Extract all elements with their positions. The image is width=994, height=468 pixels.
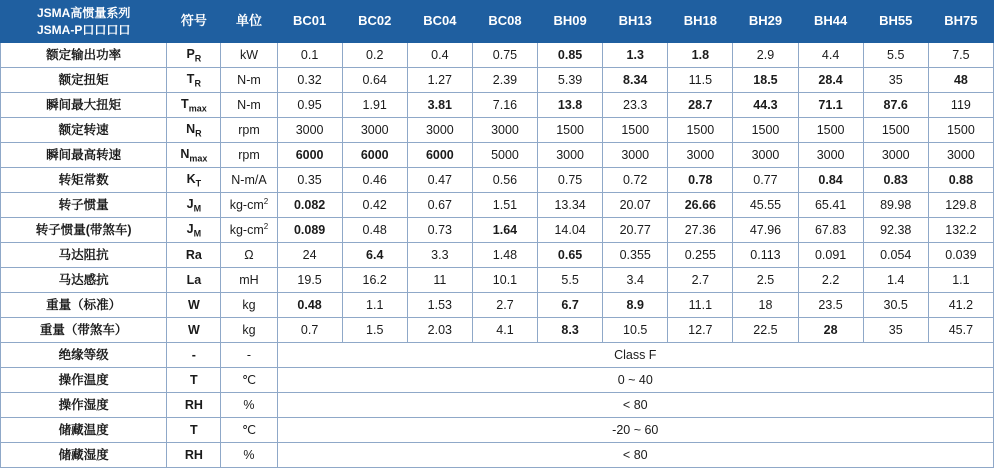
cell-value: 8.3 [538,318,603,343]
cell-value-merged: < 80 [277,393,993,418]
cell-value: 2.39 [472,68,537,93]
table-row [1,143,994,168]
row-symbol: W [167,318,221,343]
row-label: 转子惯量 [1,193,167,218]
cell-value: 28.4 [798,68,863,93]
cell-value: 0.2 [342,43,407,68]
cell-value: 0.95 [277,93,342,118]
row-unit [221,218,277,243]
cell-value: 0.84 [798,168,863,193]
cell-value: 1.53 [407,293,472,318]
cell-value: 0.32 [277,68,342,93]
cell-value: 30.5 [863,293,928,318]
cell-value: 3000 [277,118,342,143]
cell-value: 0.42 [342,193,407,218]
row-label: 额定扭矩 [1,68,167,93]
cell-value: 3000 [668,143,733,168]
symbol-subscript: M [193,228,202,239]
cell-value: 1.5 [342,318,407,343]
symbol-base: N [186,121,196,136]
row-label: 重量（标准） [1,293,167,318]
cell-value: 2.7 [668,268,733,293]
cell-value: 3000 [603,143,668,168]
row-symbol [167,168,221,193]
table-row [1,343,994,368]
cell-value: 7.16 [472,93,537,118]
cell-value: 5.39 [538,68,603,93]
cell-value: 129.8 [928,193,993,218]
table-row [1,218,994,243]
cell-value: 0.78 [668,168,733,193]
cell-value: 0.88 [928,168,993,193]
row-symbol: Ra [167,243,221,268]
cell-value: 2.2 [798,268,863,293]
table-row [1,393,994,418]
cell-value: 92.38 [863,218,928,243]
cell-value-merged: < 80 [277,443,993,468]
cell-value: 0.83 [863,168,928,193]
row-label: 储藏温度 [1,418,167,443]
row-symbol: La [167,268,221,293]
cell-value: 13.8 [538,93,603,118]
cell-value: 1.91 [342,93,407,118]
row-symbol [167,218,221,243]
cell-value: 5.5 [863,43,928,68]
cell-value: 18.5 [733,68,798,93]
table-row [1,293,994,318]
cell-value: 26.66 [668,193,733,218]
cell-value-merged: Class F [277,343,993,368]
cell-value: 14.04 [538,218,603,243]
symbol-subscript: T [195,178,202,189]
cell-value: 1500 [928,118,993,143]
header-symbol: 符号 [167,1,221,43]
cell-value: 3000 [538,143,603,168]
cell-value: 28.7 [668,93,733,118]
cell-value: 3000 [928,143,993,168]
row-unit: rpm [221,118,277,143]
cell-value: 5000 [472,143,537,168]
cell-value: 0.039 [928,243,993,268]
header-model-bh75: BH75 [928,1,993,43]
cell-value: 0.089 [277,218,342,243]
cell-value: 24 [277,243,342,268]
row-symbol [167,193,221,218]
cell-value: 2.7 [472,293,537,318]
cell-value: 8.34 [603,68,668,93]
series-title-line2: JSMA-P口口口口 [36,22,131,37]
series-title-cell [1,1,167,43]
cell-value: 0.77 [733,168,798,193]
row-unit: N-m/A [221,168,277,193]
row-unit: N-m [221,93,277,118]
row-symbol: T [167,368,221,393]
symbol-base: K [186,171,196,186]
cell-value: 0.255 [668,243,733,268]
table-row [1,118,994,143]
cell-value: 0.72 [603,168,668,193]
table-row [1,243,994,268]
cell-value: 0.73 [407,218,472,243]
cell-value: 12.7 [668,318,733,343]
symbol-subscript: max [188,103,207,114]
table-row [1,93,994,118]
cell-value: 89.98 [863,193,928,218]
cell-value: 19.5 [277,268,342,293]
cell-value: 1500 [863,118,928,143]
cell-value: 11 [407,268,472,293]
header-model-bh44: BH44 [798,1,863,43]
row-symbol [167,143,221,168]
symbol-base: N [180,146,190,161]
row-label: 瞬间最高转速 [1,143,167,168]
cell-value: 4.1 [472,318,537,343]
row-label: 操作湿度 [1,393,167,418]
cell-value: 0.64 [342,68,407,93]
cell-value: 0.35 [277,168,342,193]
cell-value: 0.48 [342,218,407,243]
cell-value: 4.4 [798,43,863,68]
row-symbol [167,118,221,143]
symbol-base: J [186,221,194,236]
cell-value: 0.082 [277,193,342,218]
symbol-base: T [181,96,189,111]
symbol-subscript: R [194,78,201,89]
cell-value: 1.64 [472,218,537,243]
cell-value: 3000 [863,143,928,168]
row-label: 马达感抗 [1,268,167,293]
table-row [1,368,994,393]
cell-value: 6.7 [538,293,603,318]
cell-value: 1500 [538,118,603,143]
cell-value-merged: 0 ~ 40 [277,368,993,393]
symbol-base: T [186,71,195,86]
cell-value: 1.3 [603,43,668,68]
cell-value: 22.5 [733,318,798,343]
cell-value: 45.7 [928,318,993,343]
row-symbol: - [167,343,221,368]
table-row [1,443,994,468]
row-label: 瞬间最大扭矩 [1,93,167,118]
symbol-base: P [186,46,195,61]
table-row [1,268,994,293]
cell-value: 0.4 [407,43,472,68]
header-unit: 单位 [221,1,277,43]
header-model-bh09: BH09 [538,1,603,43]
cell-value: 67.83 [798,218,863,243]
table-row [1,318,994,343]
cell-value: 0.65 [538,243,603,268]
cell-value: 45.55 [733,193,798,218]
cell-value: 1.4 [863,268,928,293]
row-unit: mH [221,268,277,293]
cell-value: 20.07 [603,193,668,218]
cell-value: 5.5 [538,268,603,293]
cell-value: 20.77 [603,218,668,243]
cell-value: 6000 [407,143,472,168]
cell-value: 3000 [342,118,407,143]
cell-value: 0.47 [407,168,472,193]
cell-value: 11.5 [668,68,733,93]
cell-value: 1.1 [928,268,993,293]
header-model-bh13: BH13 [603,1,668,43]
symbol-subscript: R [194,53,202,64]
cell-value: 2.03 [407,318,472,343]
cell-value: 0.67 [407,193,472,218]
row-label: 操作温度 [1,368,167,393]
cell-value: 28 [798,318,863,343]
cell-value: 10.1 [472,268,537,293]
series-title-line1: JSMA高惯量系列 [36,6,131,21]
row-label: 额定转速 [1,118,167,143]
row-label: 转子惯量(带煞车) [1,218,167,243]
row-unit: % [221,393,277,418]
cell-value: 87.6 [863,93,928,118]
cell-value: 1.1 [342,293,407,318]
row-symbol [167,43,221,68]
table-row [1,68,994,93]
table-row [1,193,994,218]
cell-value: 35 [863,318,928,343]
table-row [1,418,994,443]
cell-value: 1.8 [668,43,733,68]
cell-value: 47.96 [733,218,798,243]
table-header-row [1,1,994,43]
cell-value: 0.48 [277,293,342,318]
symbol-base: J [186,196,194,211]
unit-superscript: 2 [263,222,269,232]
cell-value: 16.2 [342,268,407,293]
cell-value: 1.27 [407,68,472,93]
symbol-subscript: M [193,203,202,214]
row-unit: ℃ [221,418,277,443]
header-model-bc04: BC04 [407,1,472,43]
cell-value: 0.75 [472,43,537,68]
cell-value: 132.2 [928,218,993,243]
row-unit: - [221,343,277,368]
row-symbol [167,93,221,118]
cell-value: 65.41 [798,193,863,218]
cell-value: 48 [928,68,993,93]
cell-value: 6000 [277,143,342,168]
cell-value: 3000 [407,118,472,143]
cell-value: 0.46 [342,168,407,193]
row-unit: ℃ [221,368,277,393]
row-symbol: RH [167,443,221,468]
cell-value: 2.9 [733,43,798,68]
cell-value: 1500 [603,118,668,143]
symbol-subscript: max [189,153,208,164]
cell-value: 0.75 [538,168,603,193]
header-model-bc08: BC08 [472,1,537,43]
cell-value: 119 [928,93,993,118]
cell-value: 1.51 [472,193,537,218]
cell-value: 2.5 [733,268,798,293]
cell-value: 1500 [733,118,798,143]
row-unit: kg [221,318,277,343]
cell-value: 27.36 [668,218,733,243]
unit-superscript: 2 [263,197,269,207]
unit-base: kg-cm [229,223,264,238]
cell-value: 6000 [342,143,407,168]
cell-value: 0.054 [863,243,928,268]
header-model-bc02: BC02 [342,1,407,43]
cell-value: 11.1 [668,293,733,318]
row-unit: N-m [221,68,277,93]
row-unit [221,193,277,218]
cell-value: 6.4 [342,243,407,268]
table-row [1,168,994,193]
cell-value: 0.7 [277,318,342,343]
cell-value: 3.4 [603,268,668,293]
cell-value: 1.48 [472,243,537,268]
cell-value: 35 [863,68,928,93]
symbol-subscript: R [195,128,202,139]
header-model-bh55: BH55 [863,1,928,43]
table-row [1,43,994,68]
header-model-bc01: BC01 [277,1,342,43]
row-unit: Ω [221,243,277,268]
row-symbol [167,68,221,93]
cell-value: 10.5 [603,318,668,343]
header-model-bh18: BH18 [668,1,733,43]
cell-value: 8.9 [603,293,668,318]
cell-value: 0.1 [277,43,342,68]
unit-base: kg-cm [229,198,264,213]
row-label: 绝缘等级 [1,343,167,368]
cell-value: 1500 [798,118,863,143]
cell-value: 0.091 [798,243,863,268]
cell-value: 71.1 [798,93,863,118]
cell-value: 3000 [472,118,537,143]
cell-value: 0.56 [472,168,537,193]
row-symbol: T [167,418,221,443]
cell-value: 3000 [733,143,798,168]
cell-value-merged: -20 ~ 60 [277,418,993,443]
cell-value: 41.2 [928,293,993,318]
row-label: 储藏湿度 [1,443,167,468]
cell-value: 1500 [668,118,733,143]
cell-value: 23.3 [603,93,668,118]
row-unit: % [221,443,277,468]
cell-value: 23.5 [798,293,863,318]
cell-value: 3.81 [407,93,472,118]
row-label: 马达阻抗 [1,243,167,268]
cell-value: 0.113 [733,243,798,268]
cell-value: 13.34 [538,193,603,218]
header-model-bh29: BH29 [733,1,798,43]
row-symbol: W [167,293,221,318]
cell-value: 18 [733,293,798,318]
cell-value: 3000 [798,143,863,168]
row-symbol: RH [167,393,221,418]
row-label: 额定输出功率 [1,43,167,68]
row-label: 重量（带煞车） [1,318,167,343]
row-unit: rpm [221,143,277,168]
row-unit: kg [221,293,277,318]
cell-value: 7.5 [928,43,993,68]
row-label: 转矩常数 [1,168,167,193]
cell-value: 0.355 [603,243,668,268]
cell-value: 44.3 [733,93,798,118]
row-unit: kW [221,43,277,68]
cell-value: 3.3 [407,243,472,268]
cell-value: 0.85 [538,43,603,68]
